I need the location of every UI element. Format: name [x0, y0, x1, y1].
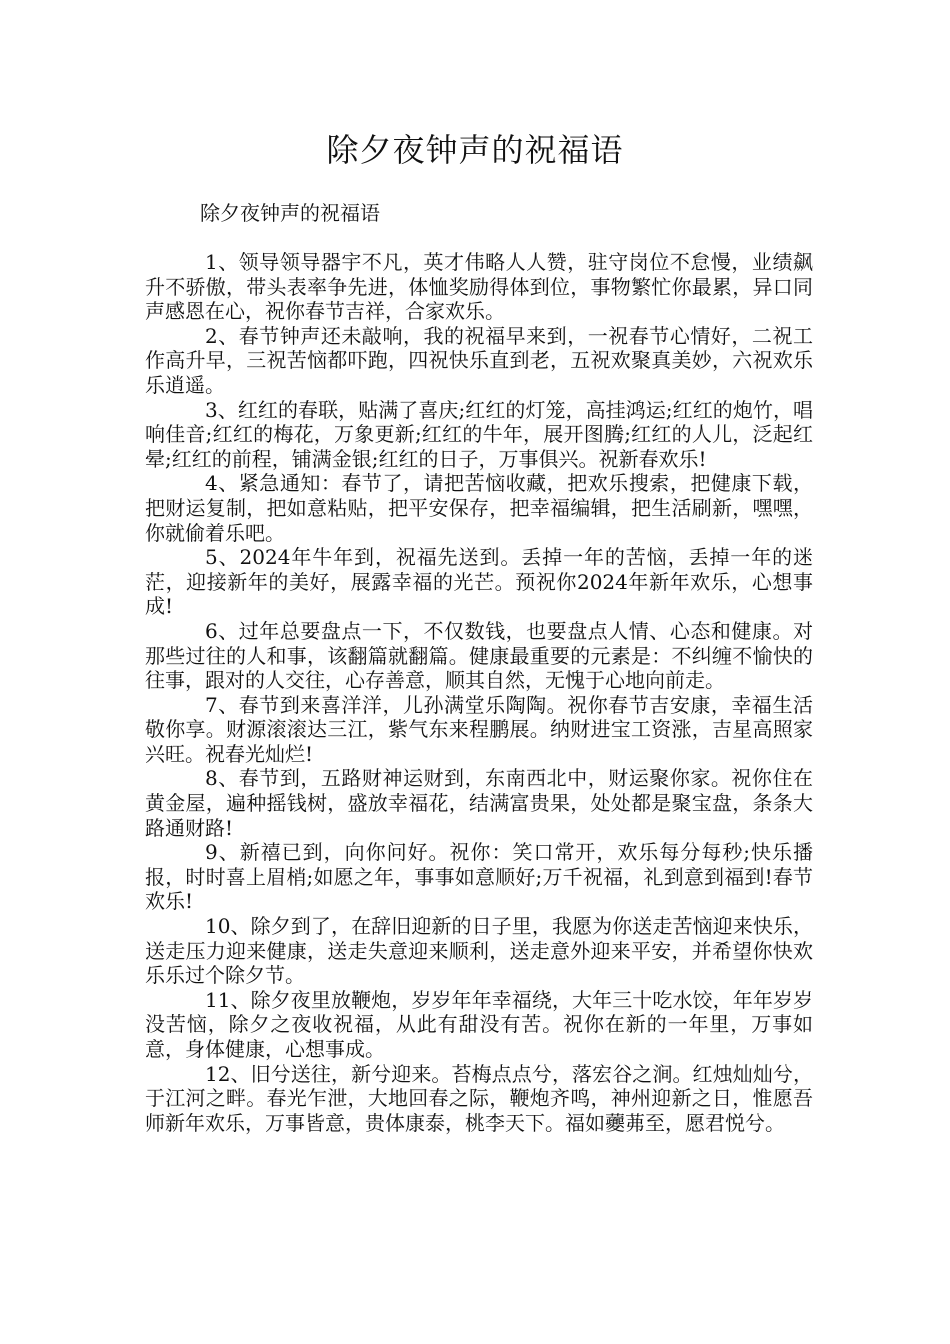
paragraph-7: 7、春节到来喜洋洋，儿孙满堂乐陶陶。祝你春节吉安康，幸福生活敬你享。财源滚滚达三江，紫气东来程鹏展。纳财进宝工资涨，吉星高照家兴旺。祝春光灿烂! — [145, 692, 813, 766]
paragraph-1: 1、领导领导器宇不凡，英才伟略人人赞，驻守岗位不怠慢，业绩飙升不骄傲，带头表率争先进，体恤奖励得体到位，事物繁忙你最累，异口同声感恩在心，祝你春节吉祥，合家欢乐。 — [145, 250, 813, 324]
paragraph-8: 8、春节到，五路财神运财到，东南西北中，财运聚你家。祝你住在黄金屋，遍种摇钱树，盛放幸福花，结满富贵果，处处都是聚宝盘，条条大路通财路! — [145, 766, 813, 840]
paragraph-10: 10、除夕到了，在辞旧迎新的日子里，我愿为你送走苦恼迎来快乐，送走压力迎来健康，送走失意迎来顺利，送走意外迎来平安，并希望你快欢乐乐过个除夕节。 — [145, 914, 813, 988]
document-subtitle: 除夕夜钟声的祝福语 — [200, 201, 380, 225]
paragraph-12: 12、旧兮送往，新兮迎来。苔梅点点兮，落宏谷之涧。红烛灿灿兮，于江河之畔。春光乍泄，大地回春之际，鞭炮齐鸣，神州迎新之日，惟愿吾师新年欢乐，万事皆意，贵体康泰，桃李天下。福如虁茀至，愿君悦兮。 — [145, 1061, 813, 1135]
paragraph-4: 4、紧急通知：春节了，请把苦恼收藏，把欢乐搜索，把健康下载，把财运复制，把如意粘贴，把平安保存，把幸福编辑，把生活刷新，嘿嘿，你就偷着乐吧。 — [145, 471, 813, 545]
document-title: 除夕夜钟声的祝福语 — [326, 131, 624, 169]
paragraph-3: 3、红红的春联，贴满了喜庆;红红的灯笼，高挂鸿运;红红的炮竹，唱响佳音;红红的梅花，万象更新;红红的牛年，展开图腾;红红的人儿，泛起红晕;红红的前程，铺满金银;红红的日子，万事俱兴。祝新春欢乐! — [145, 397, 813, 471]
paragraph-6: 6、过年总要盘点一下，不仅数钱，也要盘点人情、心态和健康。对那些过往的人和事，该翻篇就翻篇。健康最重要的元素是：不纠缠不愉快的往事，跟对的人交往，心存善意，顺其自然，无愧于心地向前走。 — [145, 618, 813, 693]
paragraph-5: 5、2024年牛年到，祝福先送到。丢掉一年的苦恼，丢掉一年的迷茫，迎接新年的美好，展露幸福的光芒。预祝你2024年新年欢乐，心想事成! — [145, 545, 813, 619]
document-body — [145, 250, 813, 1135]
paragraph-2: 2、春节钟声还未敲响，我的祝福早来到，一祝春节心情好，二祝工作高升早，三祝苦恼都吓跑，四祝快乐直到老，五祝欢聚真美妙，六祝欢乐乐逍遥。 — [145, 323, 813, 397]
paragraph-11: 11、除夕夜里放鞭炮，岁岁年年幸福绕，大年三十吃水饺，年年岁岁没苦恼，除夕之夜收祝福，从此有甜没有苦。祝你在新的一年里，万事如意，身体健康，心想事成。 — [145, 987, 813, 1061]
paragraph-9: 9、新禧已到，向你问好。祝你：笑口常开，欢乐每分每秒;快乐播报，时时喜上眉梢;如愿之年，事事如意顺好;万千祝福，礼到意到福到!春节欢乐! — [145, 840, 813, 914]
